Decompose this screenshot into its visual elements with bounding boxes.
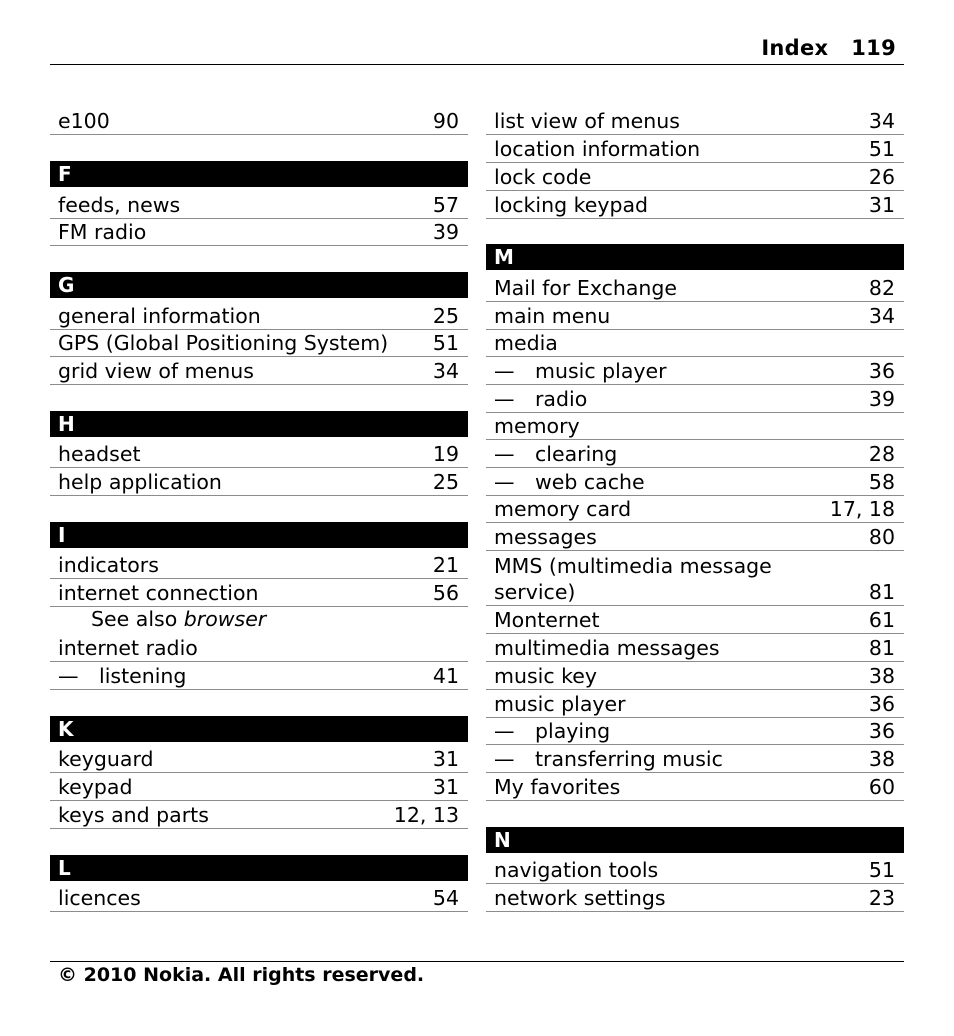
index-term: lock code [494, 165, 592, 189]
page-ref: 58 [868, 470, 895, 494]
page-ref: 31 [432, 775, 459, 799]
index-term: keys and parts [58, 803, 209, 827]
copyright-footer: © 2010 Nokia. All rights reserved. [58, 964, 425, 986]
page-ref: 38 [868, 664, 895, 688]
index-entry [486, 772, 904, 801]
index-term: music player [494, 692, 626, 716]
page-ref: 21 [432, 553, 459, 577]
page-ref: 38 [868, 747, 895, 771]
letter-heading-l: L [50, 855, 468, 881]
page-ref: 31 [868, 193, 895, 217]
page-ref: 31 [432, 747, 459, 771]
page-ref: 25 [432, 470, 459, 494]
index-term: music player [535, 359, 667, 383]
page-ref: 36 [868, 359, 895, 383]
index-term: playing [535, 719, 611, 743]
index-entry [486, 106, 904, 135]
letter-heading-h: H [50, 411, 468, 437]
index-subentry [50, 661, 468, 690]
subentry-dash: — [494, 747, 515, 771]
index-entry [486, 411, 904, 440]
letter-heading-i: I [50, 522, 468, 548]
running-header [761, 36, 896, 60]
index-term: main menu [494, 304, 611, 328]
page-ref: 26 [868, 165, 895, 189]
index-term: messages [494, 525, 597, 549]
letter-heading-m: M [486, 244, 904, 270]
index-entry [50, 550, 468, 579]
letter-heading-f: F [50, 161, 468, 187]
index-term: feeds, news [58, 193, 181, 217]
see-also-target: browser [183, 607, 267, 631]
index-entry [50, 578, 468, 607]
index-entry [486, 162, 904, 191]
index-entry [50, 744, 468, 773]
page-ref: 54 [432, 886, 459, 910]
index-entry [50, 883, 468, 912]
index-entry [50, 190, 468, 219]
index-term: FM radio [58, 220, 147, 244]
index-term: GPS (Global Positioning System) [58, 331, 389, 355]
index-term: multimedia messages [494, 636, 720, 660]
index-entry [486, 883, 904, 912]
index-entry [486, 855, 904, 884]
index-term: keyguard [58, 747, 154, 771]
page-ref: 61 [868, 608, 895, 632]
index-entry [486, 689, 904, 718]
index-term: indicators [58, 553, 159, 577]
page-ref: 80 [868, 525, 895, 549]
index-term: location information [494, 137, 701, 161]
index-term: transferring music [535, 747, 723, 771]
index-term: licences [58, 886, 141, 910]
index-term: memory card [494, 497, 632, 521]
index-subentry [486, 356, 904, 385]
page-ref: 57 [432, 193, 459, 217]
header-page-number: 119 [851, 36, 896, 60]
index-term: e100 [58, 109, 110, 133]
index-term: headset [58, 442, 141, 466]
page-ref: 41 [432, 664, 459, 688]
page-ref: 51 [868, 858, 895, 882]
page-ref: 56 [432, 581, 459, 605]
page-ref: 36 [868, 719, 895, 743]
page-ref: 23 [868, 886, 895, 910]
index-term: music key [494, 664, 598, 688]
header-section: Index [761, 36, 829, 60]
index-entry [486, 605, 904, 634]
page-ref: 51 [432, 331, 459, 355]
index-subentry [486, 716, 904, 745]
subentry-dash: — [494, 470, 515, 494]
page-ref: 25 [432, 304, 459, 328]
letter-heading-k: K [50, 716, 468, 742]
header-rule [50, 64, 904, 65]
index-term: internet connection [58, 581, 259, 605]
index-entry [486, 661, 904, 690]
page-ref: 34 [868, 109, 895, 133]
index-term: radio [535, 387, 588, 411]
index-entry [50, 106, 468, 135]
index-term: network settings [494, 886, 666, 910]
footer-rule [50, 961, 904, 962]
index-entry [50, 633, 468, 662]
index-term: listening [99, 664, 187, 688]
index-entry [486, 633, 904, 662]
page-ref: 34 [868, 304, 895, 328]
see-also-label: See also [91, 607, 184, 631]
page-ref: 39 [868, 387, 895, 411]
index-term: media [494, 331, 558, 355]
index-term-line-2: service) [494, 580, 576, 604]
index-term: help application [58, 470, 222, 494]
page-ref: 39 [432, 220, 459, 244]
subentry-dash: — [494, 719, 515, 743]
index-term: Mail for Exchange [494, 276, 678, 300]
index-entry [50, 439, 468, 468]
index-term: keypad [58, 775, 133, 799]
subentry-dash: — [494, 442, 515, 466]
subentry-dash: — [494, 387, 515, 411]
index-term: My favorites [494, 775, 621, 799]
index-term: list view of menus [494, 109, 680, 133]
index-term: general information [58, 304, 261, 328]
page-ref: 81 [868, 580, 895, 604]
page-ref: 90 [432, 109, 459, 133]
index-entry [486, 301, 904, 330]
page-ref: 51 [868, 137, 895, 161]
index-entry [50, 467, 468, 496]
index-subentry [486, 744, 904, 773]
index-entry [50, 800, 468, 829]
page-ref: 82 [868, 276, 895, 300]
index-term: web cache [535, 470, 645, 494]
index-entry [486, 134, 904, 163]
index-entry [486, 494, 904, 523]
index-entry [486, 550, 904, 606]
page-ref: 28 [868, 442, 895, 466]
page-ref: 12, 13 [393, 803, 459, 827]
index-entry [50, 356, 468, 385]
subentry-dash: — [58, 664, 79, 688]
index-entry [486, 273, 904, 302]
page-ref: 34 [432, 359, 459, 383]
index-term: clearing [535, 442, 618, 466]
index-entry [50, 301, 468, 330]
index-term: grid view of menus [58, 359, 254, 383]
page-ref: 36 [868, 692, 895, 716]
index-entry [50, 217, 468, 246]
index-entry [486, 522, 904, 551]
index-entry [486, 190, 904, 219]
see-also-entry [50, 604, 468, 632]
index-term: navigation tools [494, 858, 659, 882]
index-term: Monternet [494, 608, 600, 632]
index-term-line-1: MMS (multimedia message [494, 554, 772, 578]
page-ref: 17, 18 [829, 497, 895, 521]
index-term: internet radio [58, 636, 198, 660]
index-subentry [486, 384, 904, 413]
subentry-dash: — [494, 359, 515, 383]
letter-heading-g: G [50, 272, 468, 298]
page-ref: 19 [432, 442, 459, 466]
letter-heading-n: N [486, 827, 904, 853]
index-term: memory [494, 414, 580, 438]
page-ref: 60 [868, 775, 895, 799]
index-entry [50, 772, 468, 801]
page-ref: 81 [868, 636, 895, 660]
index-term: locking keypad [494, 193, 649, 217]
index-subentry [486, 467, 904, 496]
index-entry [50, 328, 468, 357]
index-subentry [486, 439, 904, 468]
index-entry [486, 328, 904, 357]
